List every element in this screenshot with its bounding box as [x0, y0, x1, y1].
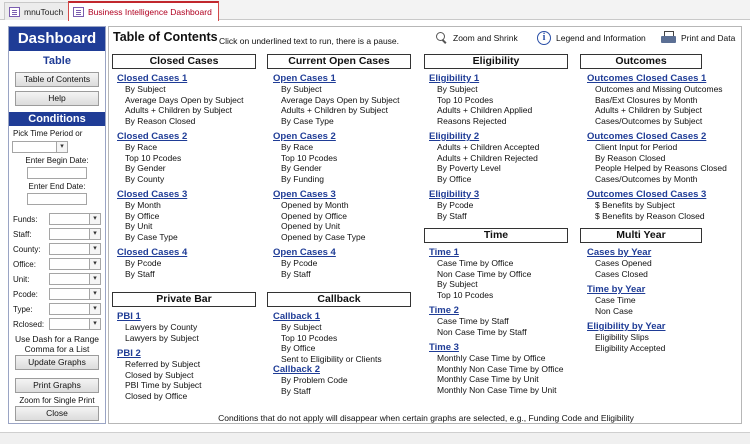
eligibility-3-link[interactable]: Eligibility 3 — [429, 189, 480, 200]
list-item: Cases Opened — [595, 258, 652, 268]
list-item: Adults + Children Applied — [437, 105, 533, 115]
filter-label: Rclosed: — [13, 319, 45, 329]
list-item: By Funding — [281, 173, 324, 184]
range-note-line-2: Comma for a List — [24, 344, 90, 354]
outcomes-column — [587, 73, 743, 221]
list-item: By Staff — [437, 210, 467, 221]
time-period-combo[interactable] — [12, 141, 68, 153]
filter-row-office — [13, 258, 105, 270]
eligibility-column — [429, 73, 579, 221]
chevron-down-icon[interactable]: ▾ — [89, 319, 100, 329]
open-cases-1-link[interactable]: Open Cases 1 — [273, 73, 336, 84]
list-item: Eligibility Accepted — [595, 342, 666, 353]
callback-column — [273, 311, 423, 396]
cases-by-year-link[interactable]: Cases by Year — [587, 247, 652, 258]
list-item: By Office — [437, 173, 472, 184]
help-button[interactable]: Help — [15, 91, 99, 106]
list-item: By Reason Closed — [125, 115, 196, 126]
list-item: PBI Time by Subject — [125, 380, 202, 390]
status-bar — [0, 432, 750, 444]
chevron-down-icon[interactable]: ▾ — [89, 274, 100, 284]
page-title: Table of Contents — [113, 30, 218, 44]
list-item: $ Benefits by Subject — [595, 200, 675, 210]
list-item: People Helped by Reasons Closed — [595, 163, 727, 173]
pcode-combo[interactable] — [49, 288, 101, 300]
list-item: By County — [125, 173, 165, 184]
filter-row-unit — [13, 273, 105, 285]
rclosed-combo[interactable] — [49, 318, 101, 330]
end-date-label: Enter End Date: — [28, 182, 86, 191]
pbi-1-link[interactable]: PBI 1 — [117, 311, 141, 322]
tab-mnutouch[interactable] — [4, 2, 70, 20]
filter-label: Office: — [13, 259, 36, 269]
closed-cases-header: Closed Cases — [112, 54, 256, 69]
list-item: By Subject — [125, 84, 166, 94]
form-icon — [73, 7, 84, 17]
list-item: By Gender — [281, 163, 322, 173]
eligibility-header: Eligibility — [424, 54, 568, 69]
list-item: Top 10 Pcodes — [125, 152, 182, 163]
list-item: Closed by Office — [125, 390, 188, 401]
pick-time-period-label: Pick Time Period or — [13, 129, 83, 138]
closed-cases-column — [117, 73, 267, 279]
filter-label: Staff: — [13, 229, 32, 239]
list-item: $ Benefits by Reason Closed — [595, 210, 705, 221]
tab-label: Business Intelligence Dashboard — [88, 7, 212, 17]
eligibility-by-year-link[interactable]: Eligibility by Year — [587, 321, 666, 332]
list-item: Opened by Unit — [281, 221, 341, 231]
closed-cases-2-link[interactable]: Closed Cases 2 — [117, 131, 188, 142]
list-item: By Pcode — [437, 200, 474, 210]
list-item: By Pcode — [125, 258, 162, 268]
open-cases-3-link[interactable]: Open Cases 3 — [273, 189, 336, 200]
list-item: By Office — [281, 343, 316, 353]
list-item: Outcomes and Missing Outcomes — [595, 84, 723, 94]
list-item: Adults + Children by Subject — [125, 105, 233, 115]
chevron-down-icon[interactable]: ▾ — [56, 142, 67, 152]
office-combo[interactable] — [49, 258, 101, 270]
filter-label: Funds: — [13, 214, 38, 224]
list-item: Case Time — [595, 295, 636, 305]
chevron-down-icon[interactable]: ▾ — [89, 304, 100, 314]
list-item: Adults + Children Accepted — [437, 142, 540, 152]
time-2-link[interactable]: Time 2 — [429, 305, 459, 316]
filter-row-county — [13, 243, 105, 255]
table-of-contents-panel — [108, 26, 742, 424]
eligibility-1-link[interactable]: Eligibility 1 — [429, 73, 480, 84]
private-bar-column — [117, 311, 267, 401]
list-item: Lawyers by County — [125, 322, 198, 332]
list-item: By Subject — [437, 279, 478, 289]
list-item: Reasons Rejected — [437, 115, 507, 126]
time-column — [429, 247, 579, 395]
list-item: By Subject — [437, 84, 478, 94]
zoom-and-shrink-tool[interactable] — [435, 31, 518, 44]
list-item: By Case Type — [281, 115, 334, 126]
list-item: By Pcode — [281, 258, 318, 268]
list-item: By Case Type — [125, 231, 178, 242]
outcomes-closed-cases-3-link[interactable]: Outcomes Closed Cases 3 — [587, 189, 707, 200]
list-item: By Staff — [281, 268, 311, 279]
tab-label: mnuTouch — [24, 6, 64, 17]
end-date-input[interactable] — [27, 193, 87, 205]
filter-row-pcode — [13, 288, 105, 300]
tab-business-intelligence-dashboard[interactable] — [68, 1, 219, 21]
list-item: Lawyers by Subject — [125, 332, 199, 343]
list-item: Case Time by Staff — [437, 316, 509, 326]
list-item: By Problem Code — [281, 375, 348, 385]
zoom-note: Zoom for Single Print — [19, 396, 95, 405]
time-by-year-link[interactable]: Time by Year — [587, 284, 646, 295]
list-item: Sent to Eligibility or Clients — [281, 353, 382, 364]
private-bar-header: Private Bar — [112, 292, 256, 307]
update-graphs-button[interactable]: Update Graphs — [15, 355, 99, 370]
chevron-down-icon[interactable]: ▾ — [89, 259, 100, 269]
list-item: Monthly Case Time by Office — [437, 353, 546, 363]
list-item: Case Time by Office — [437, 258, 514, 268]
list-item: Closed by Subject — [125, 369, 194, 380]
unit-combo[interactable] — [49, 273, 101, 285]
list-item: Non Case Time by Office — [437, 268, 532, 279]
filter-row-funds — [13, 213, 105, 225]
eligibility-2-link[interactable]: Eligibility 2 — [429, 131, 480, 142]
filter-row-staff — [13, 228, 105, 240]
list-item: By Office — [125, 210, 160, 221]
list-item: Adults + Children by Subject — [595, 105, 703, 115]
time-header: Time — [424, 228, 568, 243]
document-tab-strip — [0, 0, 750, 20]
range-note-line-1: Use Dash for a Range — [14, 334, 100, 344]
chevron-down-icon[interactable]: ▾ — [89, 229, 100, 239]
callback-1-link[interactable]: Callback 1 — [273, 311, 320, 322]
list-item: Adults + Children by Subject — [281, 105, 389, 115]
open-cases-2-link[interactable]: Open Cases 2 — [273, 131, 336, 142]
print-graphs-button[interactable]: Print Graphs — [15, 378, 99, 393]
sidebar-subtitle: Table — [43, 55, 71, 67]
list-item: Client Input for Period — [595, 142, 678, 152]
list-item: Average Days Open by Subject — [125, 94, 244, 105]
list-item: By Month — [125, 200, 161, 210]
list-item: By Race — [281, 142, 314, 152]
list-item: By Gender — [125, 163, 166, 173]
list-item: Bas/Ext Closures by Month — [595, 94, 698, 105]
pbi-2-link[interactable]: PBI 2 — [117, 348, 141, 359]
list-item: Opened by Month — [281, 200, 349, 210]
conditions-footer-note: Conditions that do not apply will disappear when certain graphs are selected, e.g., Funding Code and Eligibility — [218, 413, 634, 423]
list-item: By Staff — [125, 268, 155, 279]
list-item: By Subject — [281, 84, 322, 94]
outcomes-closed-cases-1-link[interactable]: Outcomes Closed Cases 1 — [587, 73, 707, 84]
printer-icon — [661, 31, 676, 44]
table-of-contents-button[interactable]: Table of Contents — [15, 72, 99, 87]
conditions-header: Conditions — [9, 112, 105, 126]
magnifier-icon — [435, 31, 448, 44]
list-item: Eligibility Slips — [595, 332, 649, 342]
form-icon — [9, 7, 20, 17]
filter-label: County: — [13, 244, 41, 254]
begin-date-label: Enter Begin Date: — [25, 156, 89, 165]
chevron-down-icon[interactable]: ▾ — [89, 244, 100, 254]
list-item: Cases/Outcomes by Month — [595, 173, 698, 184]
range-note — [9, 334, 105, 354]
list-item: Referred by Subject — [125, 359, 201, 369]
tool-label: Legend and Information — [556, 33, 646, 43]
list-item: By Subject — [281, 322, 322, 332]
sidebar — [8, 26, 106, 424]
filter-row-rclosed — [13, 318, 105, 330]
list-item: Cases/Outcomes by Subject — [595, 115, 703, 126]
list-item: Top 10 Pcodes — [281, 332, 338, 343]
open-cases-column — [273, 73, 423, 279]
multi-year-header: Multi Year — [580, 228, 702, 243]
county-combo[interactable] — [49, 243, 101, 255]
list-item: By Unit — [125, 221, 153, 231]
open-cases-header: Current Open Cases — [267, 54, 411, 69]
filter-label: Unit: — [13, 274, 30, 284]
list-item: Average Days Open by Subject — [281, 94, 400, 105]
filter-row-type — [13, 303, 105, 315]
chevron-down-icon[interactable]: ▾ — [89, 289, 100, 299]
sidebar-title: Dashboard — [9, 27, 105, 51]
filter-label: Pcode: — [13, 289, 38, 299]
list-item: By Race — [125, 142, 158, 152]
callback-header: Callback — [267, 292, 411, 307]
callback-2-link[interactable]: Callback 2 — [273, 364, 320, 375]
list-item: Top 10 Pcodes — [437, 94, 494, 105]
list-item: Non Case — [595, 305, 633, 316]
list-item: Opened by Case Type — [281, 231, 366, 242]
time-3-link[interactable]: Time 3 — [429, 342, 459, 353]
list-item: Top 10 Pcodes — [281, 152, 338, 163]
filter-label: Type: — [13, 304, 33, 314]
list-item: By Poverty Level — [437, 163, 501, 173]
list-item: Monthly Case Time by Unit — [437, 374, 539, 384]
list-item: By Staff — [281, 385, 311, 396]
type-combo[interactable] — [49, 303, 101, 315]
outcomes-header: Outcomes — [580, 54, 702, 69]
begin-date-input[interactable] — [27, 167, 87, 179]
open-cases-4-link[interactable]: Open Cases 4 — [273, 247, 336, 258]
list-item: Non Case Time by Staff — [437, 326, 527, 337]
list-item: By Reason Closed — [595, 152, 666, 163]
list-item: Adults + Children Rejected — [437, 152, 538, 163]
list-item: Top 10 Pcodes — [437, 289, 494, 300]
tool-label: Print and Data — [681, 32, 736, 43]
info-icon: i — [537, 31, 551, 45]
closed-cases-1-link[interactable]: Closed Cases 1 — [117, 73, 188, 84]
list-item: Opened by Office — [281, 210, 347, 221]
multi-year-column — [587, 247, 743, 353]
list-item: Cases Closed — [595, 268, 648, 279]
list-item: Monthly Non Case Time by Office — [437, 363, 564, 374]
list-item: Monthly Non Case Time by Unit — [437, 384, 557, 395]
close-button[interactable]: Close — [15, 406, 99, 421]
time-1-link[interactable]: Time 1 — [429, 247, 459, 258]
outcomes-closed-cases-2-link[interactable]: Outcomes Closed Cases 2 — [587, 131, 707, 142]
funds-combo[interactable] — [49, 213, 101, 225]
chevron-down-icon[interactable]: ▾ — [89, 214, 100, 224]
tool-label: Zoom and Shrink — [453, 32, 518, 43]
run-hint: Click on underlined text to run, there is a pause. — [219, 36, 400, 46]
closed-cases-4-link[interactable]: Closed Cases 4 — [117, 247, 188, 258]
print-and-data-tool[interactable] — [661, 31, 735, 44]
closed-cases-3-link[interactable]: Closed Cases 3 — [117, 189, 188, 200]
legend-and-information-tool[interactable] — [537, 31, 646, 45]
staff-combo[interactable] — [49, 228, 101, 240]
